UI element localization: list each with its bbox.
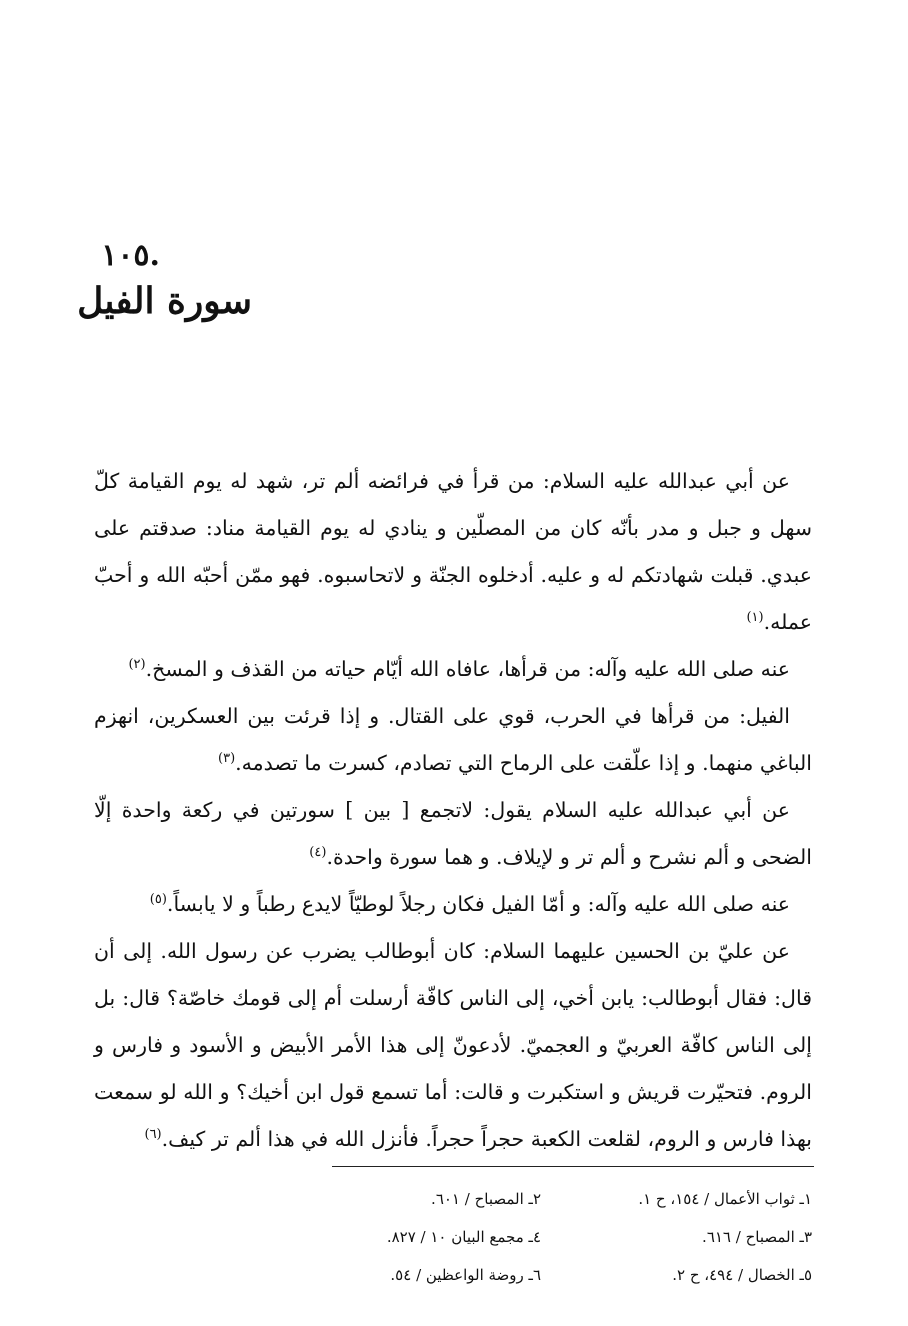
paragraph-text: عن أبي عبدالله عليه السلام: من قرأ في فرائضه ألم تر، شهد له يوم القيامة كلّ سهل و جبل و مدر بأنّه كان من المصلّين و ينادي له يوم القيامة مناد: صدقتم على عبدي. قبلت شهادتكم له و عليه. أدخلوه الجنّة و لاتحاسبوه. فهو ممّن أحبّه الله و أحبّ عمله.	[94, 469, 812, 634]
footnote-5: ٥ـ الخصال / ٤٩٤، ح ٢.	[672, 1266, 812, 1284]
footnote-ref: (٦)	[144, 1127, 162, 1143]
paragraph	[94, 646, 812, 693]
footnote-1: ١ـ ثواب الأعمال / ١٥٤، ح ١.	[638, 1190, 812, 1208]
paragraph-text: عن عليّ بن الحسين عليهما السلام: كان أبوطالب يضرب عن رسول الله. إلى أن قال: فقال أبوطالب: يابن أخي، إلى الناس كافّة أرسلت أم إلى قومك خاصّة؟ قال: بل إلى الناس كافّة العربيّ و العجميّ. لأدعونّ إلى هذا الأمر الأبيض و الأسود و فارس و الروم. فتحيّرت قريش و استكبرت و قالت: أما تسمع قول ابن أخيك؟ و الله لو سمعت بهذا فارس و الروم، لقلعت الكعبة حجراً حجراً. فأنزل الله في هذا ألم تر كيف.	[94, 939, 812, 1151]
footnote-separator	[332, 1166, 814, 1167]
footnote-3: ٣ـ المصباح / ٦١٦.	[702, 1228, 812, 1246]
footnote-ref: (٥)	[149, 892, 167, 908]
paragraph	[94, 928, 812, 1163]
footnotes	[270, 1180, 812, 1294]
paragraph	[94, 881, 812, 928]
paragraph-text: الفيل: من قرأها في الحرب، قوي على القتال. و إذا قرئت بين العسكرين، انهزم الباغي منهما. و إذا علّقت على الرماح التي تصادم، كسرت ما تصدمه.	[94, 704, 812, 775]
body-text	[94, 458, 812, 1163]
footnote-ref: (١)	[746, 610, 764, 626]
footnote-4: ٤ـ مجمع البيان ١٠ / ٨٢٧.	[386, 1228, 541, 1246]
paragraph-text: عنه صلى الله عليه وآله: من قرأها، عافاه الله أيّام حياته من القذف و المسخ.	[145, 657, 790, 681]
paragraph-text: عنه صلى الله عليه وآله: و أمّا الفيل فكان رجلاً لوطيّاً لايدع رطباً و لا يابساً.	[166, 892, 790, 916]
paragraph	[94, 458, 812, 646]
paragraph	[94, 787, 812, 881]
paragraph	[94, 693, 812, 787]
footnote-ref: (٢)	[128, 657, 146, 673]
footnote-ref: (٤)	[309, 845, 327, 861]
footnote-6: ٦ـ روضة الواعظين / ٥٤.	[390, 1266, 541, 1284]
footnote-2: ٢ـ المصباح / ٦٠١.	[431, 1190, 541, 1208]
footnote-ref: (٣)	[218, 751, 236, 767]
chapter-number: .١٠٥	[101, 238, 160, 273]
paragraph-text: عن أبي عبدالله عليه السلام يقول: لاتجمع [ بين ] سورتين في ركعة واحدة إلّا الضحى و ألم نشرح و ألم تر و لإيلاف. و هما سورة واحدة.	[94, 798, 812, 869]
chapter-title: سورة الفيل	[77, 280, 252, 322]
